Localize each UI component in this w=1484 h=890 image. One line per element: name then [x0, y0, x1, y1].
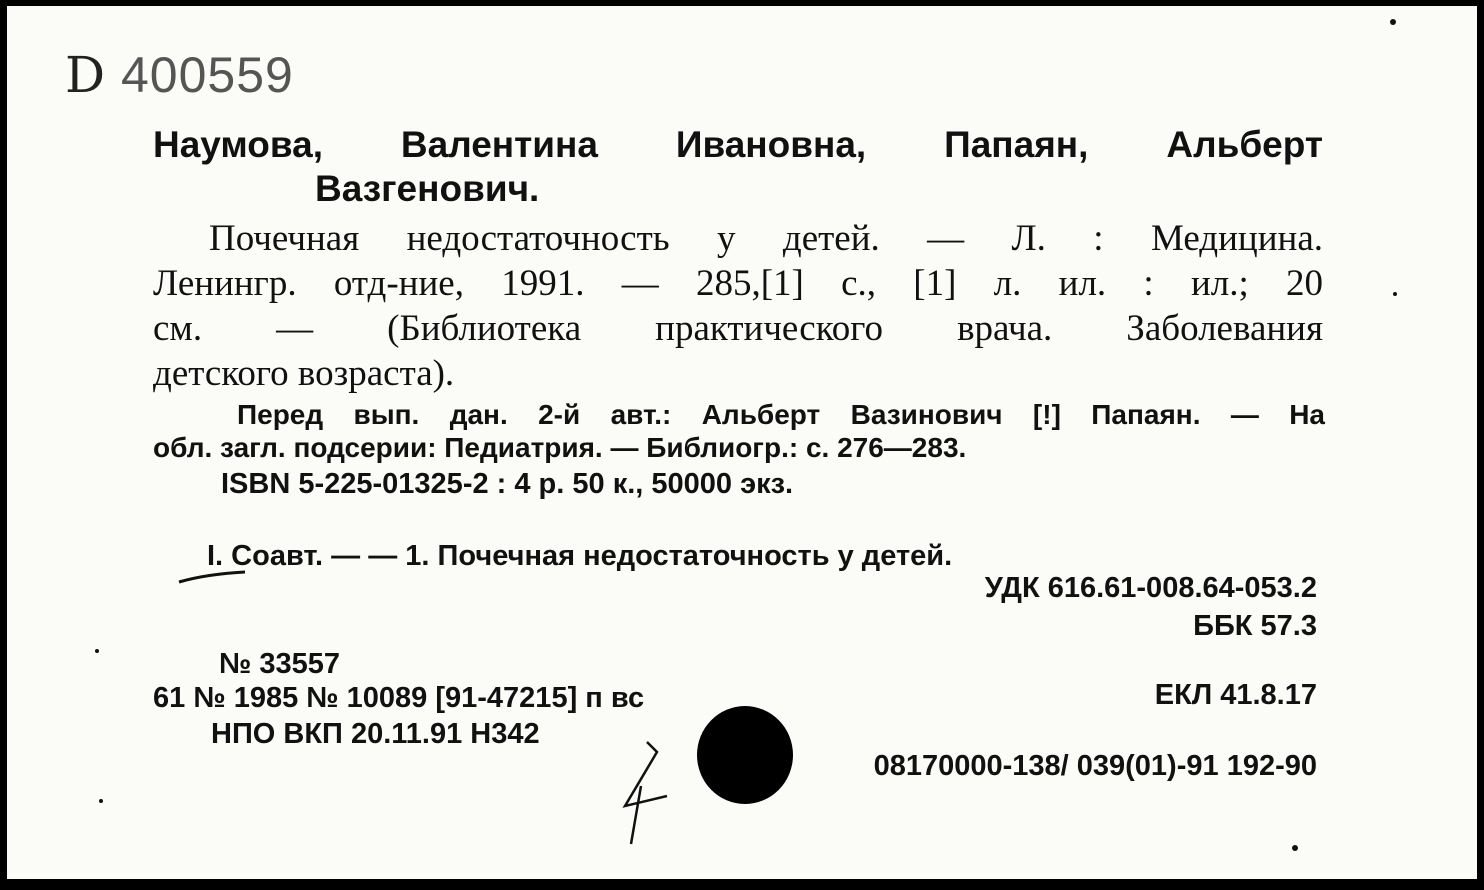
- description-line: Почечная недостаточность у детей. — Л. : Медицина.: [209, 218, 1323, 259]
- author-word: Папаян,: [944, 124, 1089, 165]
- author-word: Альберт: [1166, 124, 1323, 165]
- print-line-2: НПО ВКП 20.11.91 Н342: [211, 718, 540, 750]
- handwritten-mark: [625, 742, 667, 844]
- classification-code: 08170000-138/ 039(01)-91 192-90: [873, 750, 1317, 782]
- hand-marks: [7, 6, 1483, 888]
- description-line: детского возраста).: [153, 353, 455, 394]
- author-word: Наумова,: [153, 124, 323, 165]
- description-line: см. — (Библиотека практического врача. Заболевания: [153, 308, 1323, 349]
- author-word: Ивановна,: [675, 124, 867, 165]
- call-number-digits: 400559: [121, 47, 294, 103]
- note-line: Перед вып. дан. 2-й авт.: Альберт Вазинович [!] Папаян. — На: [237, 399, 1325, 430]
- authors-line-2: Вазгенович.: [315, 168, 540, 209]
- print-line-1: 61 № 1985 № 10089 [91-47215] п вс: [153, 682, 645, 714]
- note-line: обл. загл. подсерии: Педиатрия. — Библиогр.: с. 276—283.: [153, 432, 967, 463]
- catalog-card: [4, 3, 1480, 885]
- tracing-line: I. Соавт. — — 1. Почечная недостаточность у детей.: [207, 540, 953, 572]
- call-number-letter: D: [65, 46, 107, 104]
- record-number: № 33557: [219, 648, 341, 680]
- udk-code: УДК 616.61-008.64-053.2: [984, 572, 1317, 604]
- description-line: Ленингр. отд-ние, 1991. — 285,[1] с., [1] л. ил. : ил.; 20: [153, 263, 1323, 304]
- ekl-code: ЕКЛ 41.8.17: [1154, 679, 1317, 711]
- bbk-code: ББК 57.3: [1193, 610, 1317, 642]
- isbn-line: ISBN 5-225-01325-2 : 4 р. 50 к., 50000 экз.: [221, 468, 794, 500]
- underline-stroke: [179, 572, 245, 582]
- author-word: Валентина: [400, 124, 598, 165]
